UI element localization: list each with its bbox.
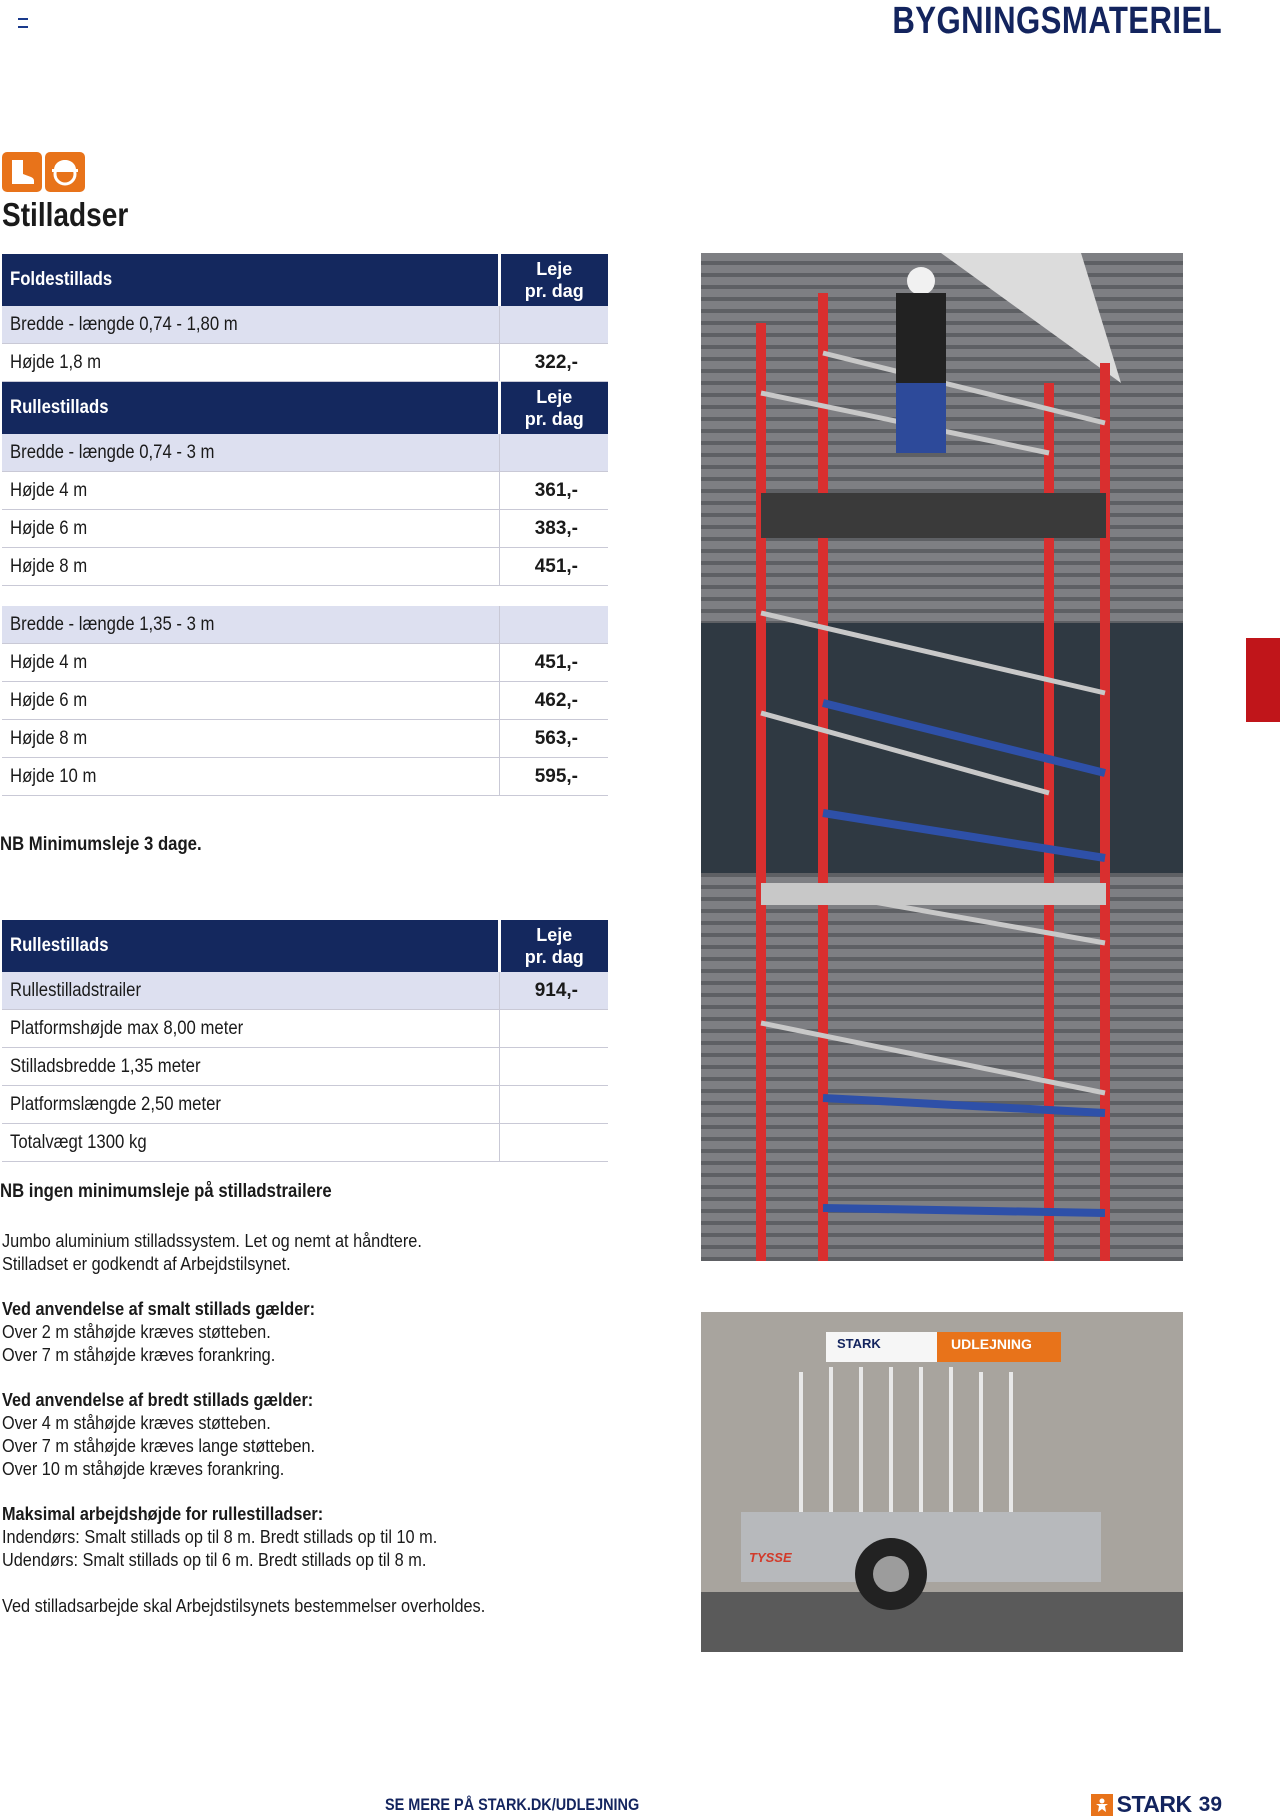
price-value: 462,- [499,682,608,720]
unit-label: Leje [536,925,573,945]
header-title: Rullestillads [10,935,109,956]
header-title: Rullestillads [10,397,109,418]
trailer-note: NB ingen minimumsleje på stilladstrailere [0,1181,332,1202]
unit-label: Leje [536,259,573,279]
table-row: Højde 8 m 563,- [2,720,608,758]
price-value: 451,- [499,644,608,682]
page-number: 39 [1198,1792,1222,1816]
table-row: Højde 1,8 m 322,- [2,344,608,382]
rental-price-table [2,254,608,796]
footer-link[interactable]: SE MERE PÅ STARK.DK/UDLEJNING [385,1795,640,1814]
safety-boot-icon [2,152,42,192]
price-value: 383,- [499,510,608,548]
table-header-rullestillads [2,382,608,435]
trailer-photo [701,1312,1183,1652]
smalt-stillads-rules: Ved anvendelse af smalt stillads gælder: Over 2 m ståhøjde kræves støtteben. Over 7 m ståhøjde kræves forankring. [2,1298,316,1365]
table-row: Højde 10 m 595,- [2,758,608,796]
closing-text: Ved stilladsarbejde skal Arbejdstilsynets bestemmelser overholdes. [2,1595,486,1616]
price-value: 451,- [499,548,608,586]
section-header: BYGNINGSMATERIEL [892,0,1222,42]
unit-label: pr. dag [524,947,584,967]
bredt-stillads-rules: Ved anvendelse af bredt stillads gælder: Over 4 m ståhøjde kræves støtteben. Over 7 m ståhøjde kræves lange støtteben. Over 10 m ståhøjde kræves forankring. [2,1389,316,1479]
table-row: Højde 4 m 361,- [2,472,608,510]
scaffolding-photo [701,253,1183,1261]
table-header-foldestillads [2,254,608,306]
price-value: 322,- [499,344,608,382]
trailer-sign-brand: STARK [837,1336,881,1351]
table-row: Højde 6 m 383,- [2,510,608,548]
unit-label: pr. dag [524,409,584,429]
table-band: Bredde - længde 0,74 - 1,80 m [2,306,608,344]
table-band: Rullestilladstrailer 914,- [2,972,608,1010]
table-row: Højde 8 m 451,- [2,548,608,586]
table-row: Højde 6 m 462,- [2,682,608,720]
table-row: Platformslængde 2,50 meter [2,1086,608,1124]
header-title: Foldestillads [10,269,113,290]
brand-name: STARK [1116,1791,1192,1817]
table-band: Bredde - længde 1,35 - 3 m [2,606,608,644]
side-tab [1246,638,1280,722]
trailer-brand: TYSSE [749,1550,792,1565]
price-value: 361,- [499,472,608,510]
price-value: 595,- [499,758,608,796]
table-row: Totalvægt 1300 kg [2,1124,608,1162]
intro-text: Jumbo aluminium stilladssystem. Let og nemt at håndtere. Stilladset er godkendt af Arbejdstilsynet. [2,1230,422,1274]
ppe-icons [2,152,85,192]
stark-logo-icon [1091,1794,1113,1816]
unit-label: pr. dag [524,281,584,301]
safety-helmet-icon [45,152,85,192]
table-row: Højde 4 m 451,- [2,644,608,682]
max-height-rules: Maksimal arbejdshøjde for rullestilladser: Indendørs: Smalt stillads op til 8 m. Bredt stillads op til 10 m. Udendørs: Smalt stillads op til 6 m. Bredt stillads op til 8 m. [2,1503,438,1570]
price-value: 914,- [499,972,608,1010]
table-band: Bredde - længde 0,74 - 3 m [2,434,608,472]
page-title: Stilladser [2,196,129,233]
price-value: 563,- [499,720,608,758]
trailer-sign-label: UDLEJNING [951,1336,1032,1352]
table-row: Stilladsbredde 1,35 meter [2,1048,608,1086]
table-row: Platformshøjde max 8,00 meter [2,1010,608,1048]
minimum-rental-note: NB Minimumsleje 3 dage. [0,834,202,855]
table-header-rullestillads-trailer [2,920,608,972]
footer-brand [1091,1791,1222,1818]
table-spacer [2,586,608,607]
menu-icon [18,18,28,28]
unit-label: Leje [536,387,573,407]
trailer-price-table [2,920,608,1162]
